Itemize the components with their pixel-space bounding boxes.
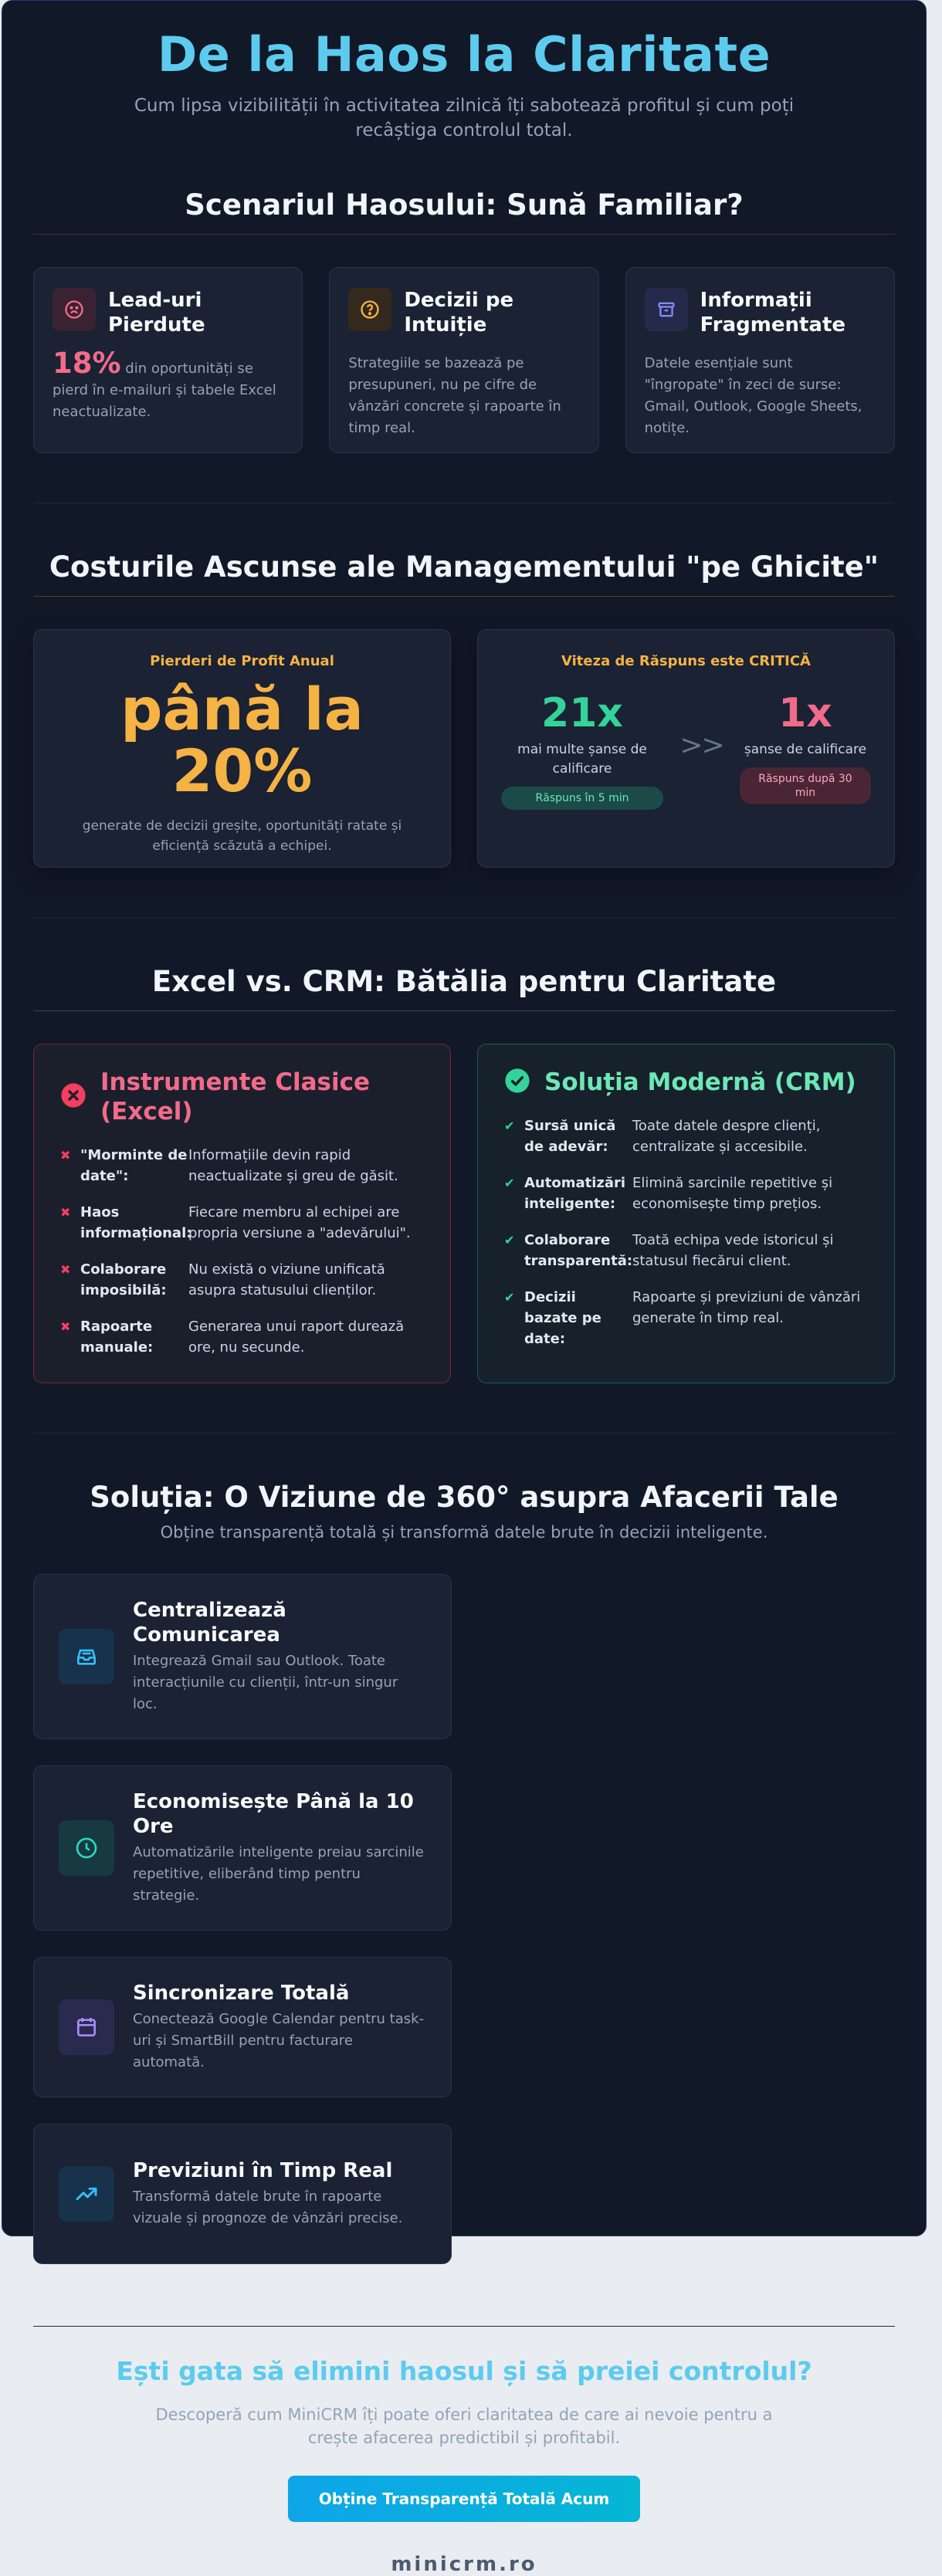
excel-list-item [60,1316,424,1358]
feature-card-forecast [33,2124,452,2264]
crm-item-value: Rapoarte și previziuni de vânzări generate în timp real. [632,1289,861,1326]
fast-response-text: mai multe șanse de calificare [517,742,647,777]
x-circle-icon [60,1082,86,1112]
crm-title: Soluția Modernă (CRM) [544,1068,856,1096]
feature-title: Sincronizare Totală [133,1982,350,2005]
section-divider [33,2326,895,2327]
chaos-card-title: Lead-uri Pierdute [108,289,205,337]
check-mark-icon: ✔ [504,1233,515,1247]
chaos-card-title: Decizii pe Intuiție [404,289,514,337]
crm-item-value: Elimină sarcinile repetitive și economisește timp prețios. [632,1175,833,1212]
feature-text: Automatizările inteligente preiau sarcinile repetitive, eliberând timp pentru strategie. [133,1844,424,1904]
feature-card-communication [33,1574,452,1739]
inbox-icon [59,1629,114,1684]
crm-list-item [504,1115,868,1157]
slow-response-text: șanse de calificare [744,742,867,757]
profit-loss-value [57,675,427,805]
crm-card [477,1044,895,1383]
excel-list-item [60,1145,424,1186]
section-divider [33,917,895,918]
brand-footer: minicrm.ro [391,2553,537,2576]
cross-mark-icon: ✖ [60,1205,71,1220]
crm-list-item [504,1173,868,1214]
solution-section [33,1480,895,2264]
check-mark-icon: ✔ [504,1119,515,1133]
response-speed-card [477,629,895,868]
feature-text: Integrează Gmail sau Outlook. Toate interacțiunile cu clienții, într-un singur loc. [133,1653,398,1712]
versus-title: Excel vs. CRM: Bătălia pentru Claritate [151,965,777,998]
slow-response-value: 1x [778,690,832,736]
hero [33,1,895,143]
chaos-card-title: Informații Fragmentate [700,289,846,337]
response-speed-label: Viteza de Răspuns este CRITICĂ [561,653,811,669]
profit-loss-value-line1: până la [120,675,364,743]
feature-title: Economisește Până la 10 Ore [133,1790,414,1838]
costs-section [33,550,895,868]
infographic-page [2,0,927,2576]
excel-item-key: Haos informațional: [80,1204,192,1241]
solution-subtitle: Obține transparență totală și transformă datele brute în decizii inteligente. [160,1523,768,1542]
profit-loss-label: Pierderi de Profit Anual [150,653,334,669]
slow-response-badge: Răspuns după 30 min [740,767,871,804]
solution-title: Soluția: O Viziune de 360° asupra Afacerii Tale [90,1481,839,1514]
chaos-card-text: Strategiile se bazează pe presupuneri, nu pe cifre de vânzări concrete și rapoarte în timp real. [348,355,561,436]
excel-item-value: Generarea unui raport durează ore, nu secunde. [188,1318,405,1356]
chaos-card-text [53,347,283,423]
feature-text: Transformă datele brute în rapoarte vizuale și prognoze de vânzări precise. [133,2188,403,2226]
profit-loss-value-line2: 20% [171,736,313,805]
chaos-card-lost-leads [33,267,303,453]
cta-section [33,2356,895,2576]
lost-leads-percent: 18% [53,347,121,380]
check-circle-icon [504,1068,530,1097]
cta-button[interactable]: Obține Transparență Totală Acum [288,2476,640,2522]
fast-response-stat [501,691,663,810]
page-subtitle: Cum lipsa vizibilității în activitatea zilnică îți sabotează profitul și cum poți recâștiga controlul total. [134,96,795,140]
feature-text: Conectează Google Calendar pentru task-uri și SmartBill pentru facturare automată. [133,2011,425,2070]
question-circle-icon [348,288,391,331]
chaos-card-text: Datele esențiale sunt "îngropate" în zeci de surse: Gmail, Outlook, Google Sheets, notițe. [644,355,862,436]
check-mark-icon: ✔ [504,1176,515,1190]
fast-response-value: 21x [541,690,623,736]
feature-title: Previziuni în Timp Real [133,2159,393,2182]
excel-title: Instrumente Clasice (Excel) [100,1068,371,1126]
chaos-section [33,188,895,453]
profit-loss-card [33,629,451,868]
excel-list [60,1145,424,1358]
clock-icon [59,1820,114,1876]
cross-mark-icon: ✖ [60,1319,71,1334]
trending-up-icon [59,2166,114,2222]
crm-item-key: Sursă unică de adevăr: [524,1118,616,1155]
crm-item-key: Automatizări inteligente: [524,1175,626,1212]
versus-section [33,964,895,1383]
crm-item-key: Decizii bazate pe date: [524,1289,601,1347]
excel-item-key: "Morminte de date": [80,1147,188,1184]
calendar-icon [59,1999,114,2055]
excel-item-value: Nu există o viziune unificată asupra statusului clienților. [188,1261,385,1298]
versus-rule [33,1010,895,1011]
costs-title: Costurile Ascunse ale Managementului "pe Ghicite" [49,550,879,584]
frown-face-icon [53,288,96,331]
crm-item-value: Toată echipa vede istoricul și statusul fiecărui client. [632,1232,834,1269]
feature-card-sync [33,1957,452,2097]
excel-list-item [60,1259,424,1301]
crm-item-value: Toate datele despre clienți, centralizate și accesibile. [632,1118,821,1155]
excel-item-value: Informațiile devin rapid neactualizate și greu de găsit. [188,1147,398,1184]
cross-mark-icon: ✖ [60,1262,71,1277]
crm-item-key: Colaborare transparentă: [524,1232,633,1269]
fast-response-badge: Răspuns în 5 min [501,787,663,810]
costs-rule [33,596,895,597]
cta-title: Ești gata să elimini haosul și să preiei controlul? [116,2356,812,2386]
excel-item-key: Colaborare imposibilă: [80,1261,167,1298]
slow-response-stat [740,691,871,804]
check-mark-icon: ✔ [504,1290,515,1305]
crm-list-item [504,1230,868,1271]
comparison-separator: >> [679,729,723,761]
crm-list [504,1115,868,1349]
page-title: De la Haos la Claritate [157,26,771,83]
lost-leads-text: din oportunități se pierd în e-mailuri și tabele Excel neactualizate. [53,361,276,420]
chaos-rule [33,234,895,235]
section-divider [33,1433,895,1434]
archive-box-icon [645,288,688,331]
excel-item-key: Rapoarte manuale: [80,1318,154,1356]
feature-card-time [33,1765,452,1931]
cross-mark-icon: ✖ [60,1148,71,1163]
excel-list-item [60,1202,424,1244]
profit-loss-text: generate de decizii greșite, oportunități ratate și eficiență scăzută a echipei. [82,818,402,854]
chaos-card-fragmented [625,267,895,453]
cta-text: Descoperă cum MiniCRM îți poate oferi claritatea de care ai nevoie pentru a crește afacerea predictibil și profitabil. [155,2405,773,2447]
excel-item-value: Fiecare membru al echipei are propria versiune a "adevărului". [188,1204,411,1241]
crm-list-item [504,1287,868,1349]
chaos-title: Scenariul Haosului: Sună Familiar? [185,188,744,222]
feature-title: Centralizează Comunicarea [133,1599,286,1647]
chaos-card-intuition [329,267,598,453]
excel-card [33,1044,451,1383]
